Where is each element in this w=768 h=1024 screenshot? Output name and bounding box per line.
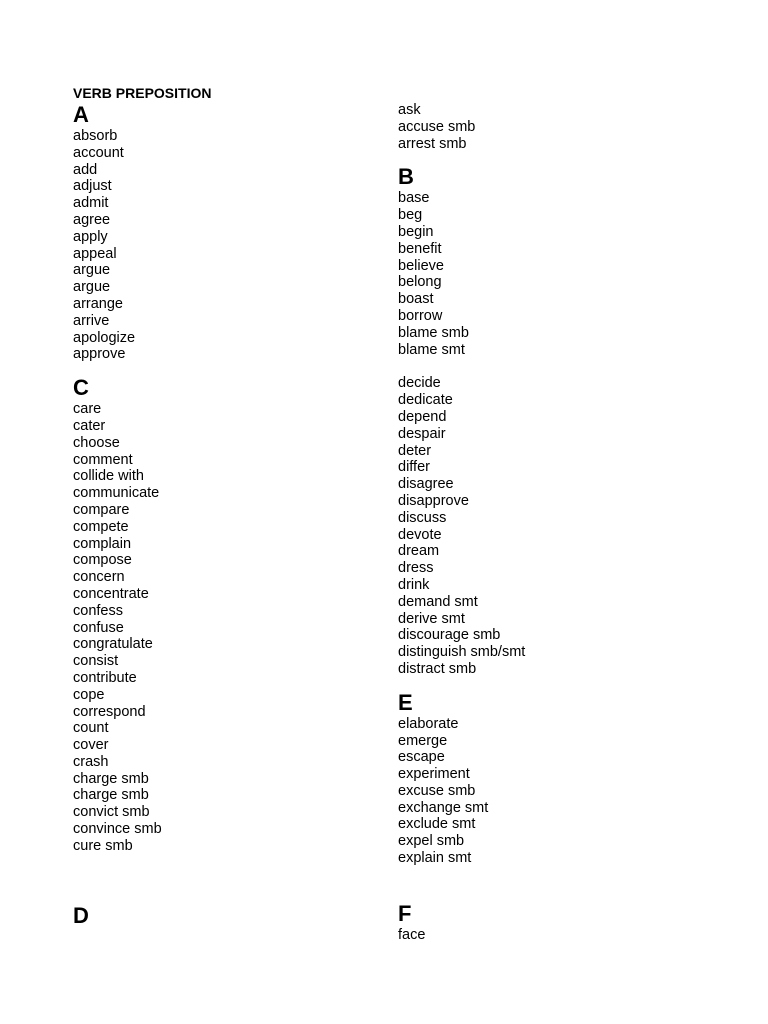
word-item: congratulate [73,636,153,653]
right-column [398,102,718,944]
word-item: correspond [73,703,146,720]
word-item: blame smt [398,341,465,358]
word-list-a-continued [398,102,718,152]
word-list-f [398,927,718,944]
word-item: account [73,144,124,161]
word-item: despair [398,425,446,442]
word-item: experiment [398,766,470,783]
word-item: complain [73,535,132,552]
word-item: apologize [73,329,136,346]
word-item: charge smb [73,787,149,804]
word-list-e [398,716,718,867]
word-item: confuse [73,619,124,636]
word-list-a [73,128,393,363]
section-letter-c: C [73,375,89,401]
word-item: distinguish smb/smt [398,644,526,661]
word-item: compare [73,501,130,518]
word-item: crash [73,753,109,770]
word-item: face [398,926,426,943]
section-gap [73,855,393,903]
word-item: admit [73,195,109,212]
section-letter-d: D [73,902,89,928]
word-item: apply [73,228,108,245]
word-list-b [398,190,718,358]
word-item: concentrate [73,585,149,602]
word-item: arrange [73,295,123,312]
word-item: discuss [398,509,447,526]
word-item: ask [398,102,421,118]
word-list-c [73,401,393,855]
word-item: emerge [398,732,448,749]
word-item: arrive [73,312,110,329]
word-item: absorb [73,128,118,144]
word-item: dream [398,543,440,560]
word-item: distract smb [398,660,477,677]
word-item: differ [398,459,430,476]
section-gap [73,363,393,375]
word-item: convince smb [73,821,162,838]
word-item: expel smb [398,833,465,850]
word-item: base [398,190,430,207]
word-item: agree [73,211,111,228]
word-item: exclude smt [398,816,476,833]
word-item: borrow [398,307,443,324]
word-item: communicate [73,485,160,502]
word-item: adjust [73,178,112,195]
word-item: disapprove [398,492,469,509]
word-item: accuse smb [398,118,476,135]
word-item: comment [73,451,133,468]
section-gap [398,152,718,164]
word-item: cure smb [73,837,133,854]
section-letter-f: F [398,900,412,926]
word-item: begin [398,223,434,240]
word-item: boast [398,291,434,308]
section-letter-e: E [398,689,413,715]
word-item: explain smt [398,850,472,867]
word-item: drink [398,576,430,593]
section-gap [398,358,718,375]
word-item: escape [398,749,445,766]
word-item: compose [73,552,132,569]
word-item: consist [73,653,119,670]
word-item: collide with [73,468,144,485]
word-item: depend [398,408,447,425]
word-item: cater [73,417,106,434]
word-item: benefit [398,240,442,257]
word-item: argue [73,279,111,296]
word-item: dedicate [398,392,453,409]
word-item: excuse smb [398,782,476,799]
word-item: convict smb [73,804,150,821]
word-item: belong [398,274,442,291]
document-title: VERB PREPOSITION [73,85,212,101]
left-column [73,84,393,929]
word-item: deter [398,442,432,459]
section-gap [398,867,718,901]
word-item: confess [73,602,123,619]
word-item: decide [398,375,441,392]
word-item: contribute [73,669,137,686]
word-item: compete [73,518,129,535]
section-letter-b: B [398,164,414,190]
word-item: cope [73,686,105,703]
word-item: exchange smt [398,799,489,816]
word-list-d-continued [398,375,718,677]
word-item: argue [73,262,111,279]
word-item: disagree [398,476,454,493]
section-gap [398,678,718,690]
word-item: beg [398,207,423,224]
word-item: blame smb [398,324,469,341]
word-item: believe [398,257,444,274]
word-item: add [73,161,98,178]
word-item: appeal [73,245,117,262]
word-item: elaborate [398,715,459,732]
word-item: charge smb [73,770,149,787]
word-item: dress [398,560,434,577]
section-letter-a: A [73,102,89,127]
word-item: discourage smb [398,627,501,644]
word-item: derive smt [398,610,465,627]
word-item: cover [73,737,109,754]
word-item: count [73,720,109,737]
word-item: care [73,401,102,418]
word-item: arrest smb [398,135,467,152]
word-item: concern [73,569,125,586]
word-item: devote [398,526,442,543]
word-item: demand smt [398,593,478,610]
word-item: approve [73,346,126,363]
word-item: choose [73,434,120,451]
